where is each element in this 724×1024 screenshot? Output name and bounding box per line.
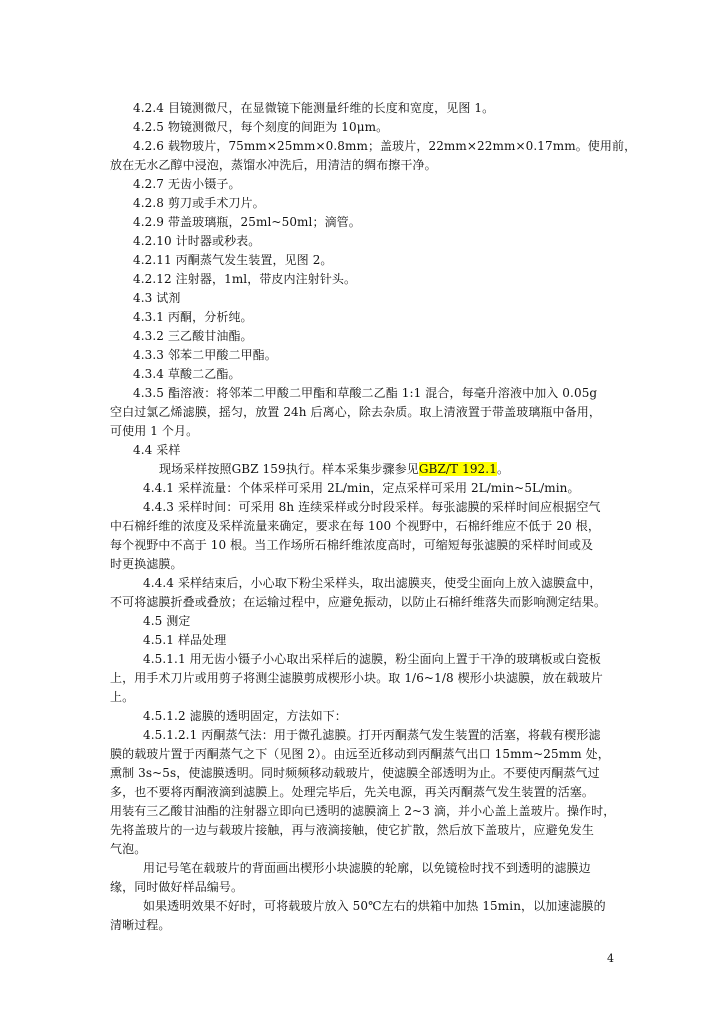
text-line: 膜的载玻片置于丙酮蒸气之下（见图 2）。由远至近移动到丙酮蒸气出口 15mm~25mm 处， [110, 747, 610, 761]
text-line: 熏制 3s~5s，使滤膜透明。同时频频移动载玻片，使滤膜全部透明为止。不要使丙酮蒸气过 [110, 766, 600, 780]
text-line: 4.4.4 采样结束后，小心取下粉尘采样头，取出滤膜夹，使受尘面向上放入滤膜盒中， [143, 576, 602, 590]
section-heading: 4.5 测定 [143, 614, 191, 628]
text-line: 4.3.2 三乙酸甘油酯。 [133, 329, 253, 343]
text-line: 4.2.12 注射器，1ml，带皮内注射针头。 [133, 272, 357, 286]
text-line: 气泡。 [110, 842, 147, 856]
text-line-with-reference [159, 460, 509, 479]
text-line: 4.3.3 邻苯二甲酸二甲酯。 [133, 348, 277, 362]
text-line: 先将盖玻片的一边与载玻片接触，再与液滴接触，使它扩散，然后放下盖玻片，应避免发生 [110, 823, 595, 837]
text-line: 用记号笔在载玻片的背面画出楔形小块滤膜的轮廓，以免镜检时找不到透明的滤膜边 [143, 861, 591, 875]
text-line: 4.3.1 丙酮，分析纯。 [133, 310, 253, 324]
text-line: 上，用手术刀片或用剪子将测尘滤膜剪成楔形小块。取 1/6~1/8 楔形小块滤膜，放在载玻片 [110, 671, 603, 685]
text-line: 4.4.3 采样时间：可采用 8h 连续采样或分时段采样。每张滤膜的采样时间应根据空气 [143, 500, 601, 514]
text-line: 空白过氯乙烯滤膜，摇匀，放置 24h 后离心，除去杂质。取上清液置于带盖玻璃瓶中备用， [110, 405, 601, 419]
text-line: 上。 [110, 690, 135, 704]
text-line: 4.2.10 计时器或秒表。 [133, 234, 261, 248]
text-line: 4.5.1.2.1 丙酮蒸气法：用于微孔滤膜。打开丙酮蒸气发生装置的活塞，将载有楔形滤 [143, 728, 601, 742]
text-line: 缘，同时做好样品编号。 [110, 880, 244, 894]
text-line: 4.2.7 无齿小镊子。 [133, 177, 241, 191]
text-line: 不可将滤膜折叠或叠放；在运输过程中，应避免振动，以防止石棉纤维落失而影响测定结果。 [110, 595, 607, 609]
text-line: 4.2.9 带盖玻璃瓶，25ml~50ml；滴管。 [133, 215, 361, 229]
section-heading: 4.3 试剂 [133, 291, 181, 305]
text-line: 4.4.1 采样流量：个体采样可采用 2L/min，定点采样可采用 2L/min~5L/min。 [143, 481, 580, 495]
text-line: 4.2.5 物镜测微尺，每个刻度的间距为 10μm。 [133, 120, 389, 134]
text-line: 4.2.6 载物玻片，75mm×25mm×0.8mm；盖玻片，22mm×22mm×0.17mm。使用前， [133, 139, 637, 153]
text-line: 4.3.4 草酸二乙酯。 [133, 367, 241, 381]
section-heading: 4.5.1 样品处理 [143, 633, 227, 647]
text-line: 4.5.1.1 用无齿小镊子小心取出采样后的滤膜，粉尘面向上置于干净的玻璃板或白瓷板 [143, 652, 601, 666]
text-line: 放在无水乙醇中浸泡，蒸馏水冲洗后，用清洁的绸布擦干净。 [110, 158, 437, 172]
text-line: 清晰过程。 [110, 918, 171, 932]
text-line: 如果透明效果不好时，可将载玻片放入 50℃左右的烘箱中加热 15min，以加速滤膜的 [143, 899, 606, 913]
section-heading: 4.4 采样 [133, 443, 181, 457]
text-line: 中石棉纤维的浓度及采样流量来确定，要求在每 100 个视野中，石棉纤维应不低于 20 根， [110, 519, 600, 533]
text-line: 4.2.4 目镜测微尺，在显微镜下能测量纤维的长度和宽度，见图 1。 [133, 101, 495, 115]
text-line: 4.2.11 丙酮蒸气发生装置，见图 2。 [133, 253, 333, 267]
text-span: 。 [496, 462, 510, 476]
text-line: 4.3.5 酯溶液：将邻苯二甲酸二甲酯和草酸二乙酯 1:1 混合，每毫升溶液中加入 0.05g [133, 386, 598, 400]
text-line: 可使用 1 个月。 [110, 424, 199, 438]
text-line: 4.5.1.2 滤膜的透明固定，方法如下： [143, 709, 347, 723]
text-line: 每个视野中不高于 10 根。当工作场所石棉纤维浓度高时，可缩短每张滤膜的采样时间或及 [110, 538, 594, 552]
page-number: 4 [607, 952, 614, 965]
highlighted-standard-reference: GBZ/T 192.1 [418, 462, 497, 476]
text-line: 时更换滤膜。 [110, 557, 183, 571]
text-span: 现场采样按照GBZ 159执行。样本采集步骤参见 [159, 462, 419, 476]
text-line: 多，也不要将丙酮液滴到滤膜上。处理完毕后，先关电源，再关丙酮蒸气发生装置的活塞。 [110, 785, 595, 799]
text-line: 用装有三乙酸甘油酯的注射器立即向已透明的滤膜滴上 2~3 滴，并小心盖上盖玻片。操作时， [110, 804, 616, 818]
text-line: 4.2.8 剪刀或手术刀片。 [133, 196, 265, 210]
